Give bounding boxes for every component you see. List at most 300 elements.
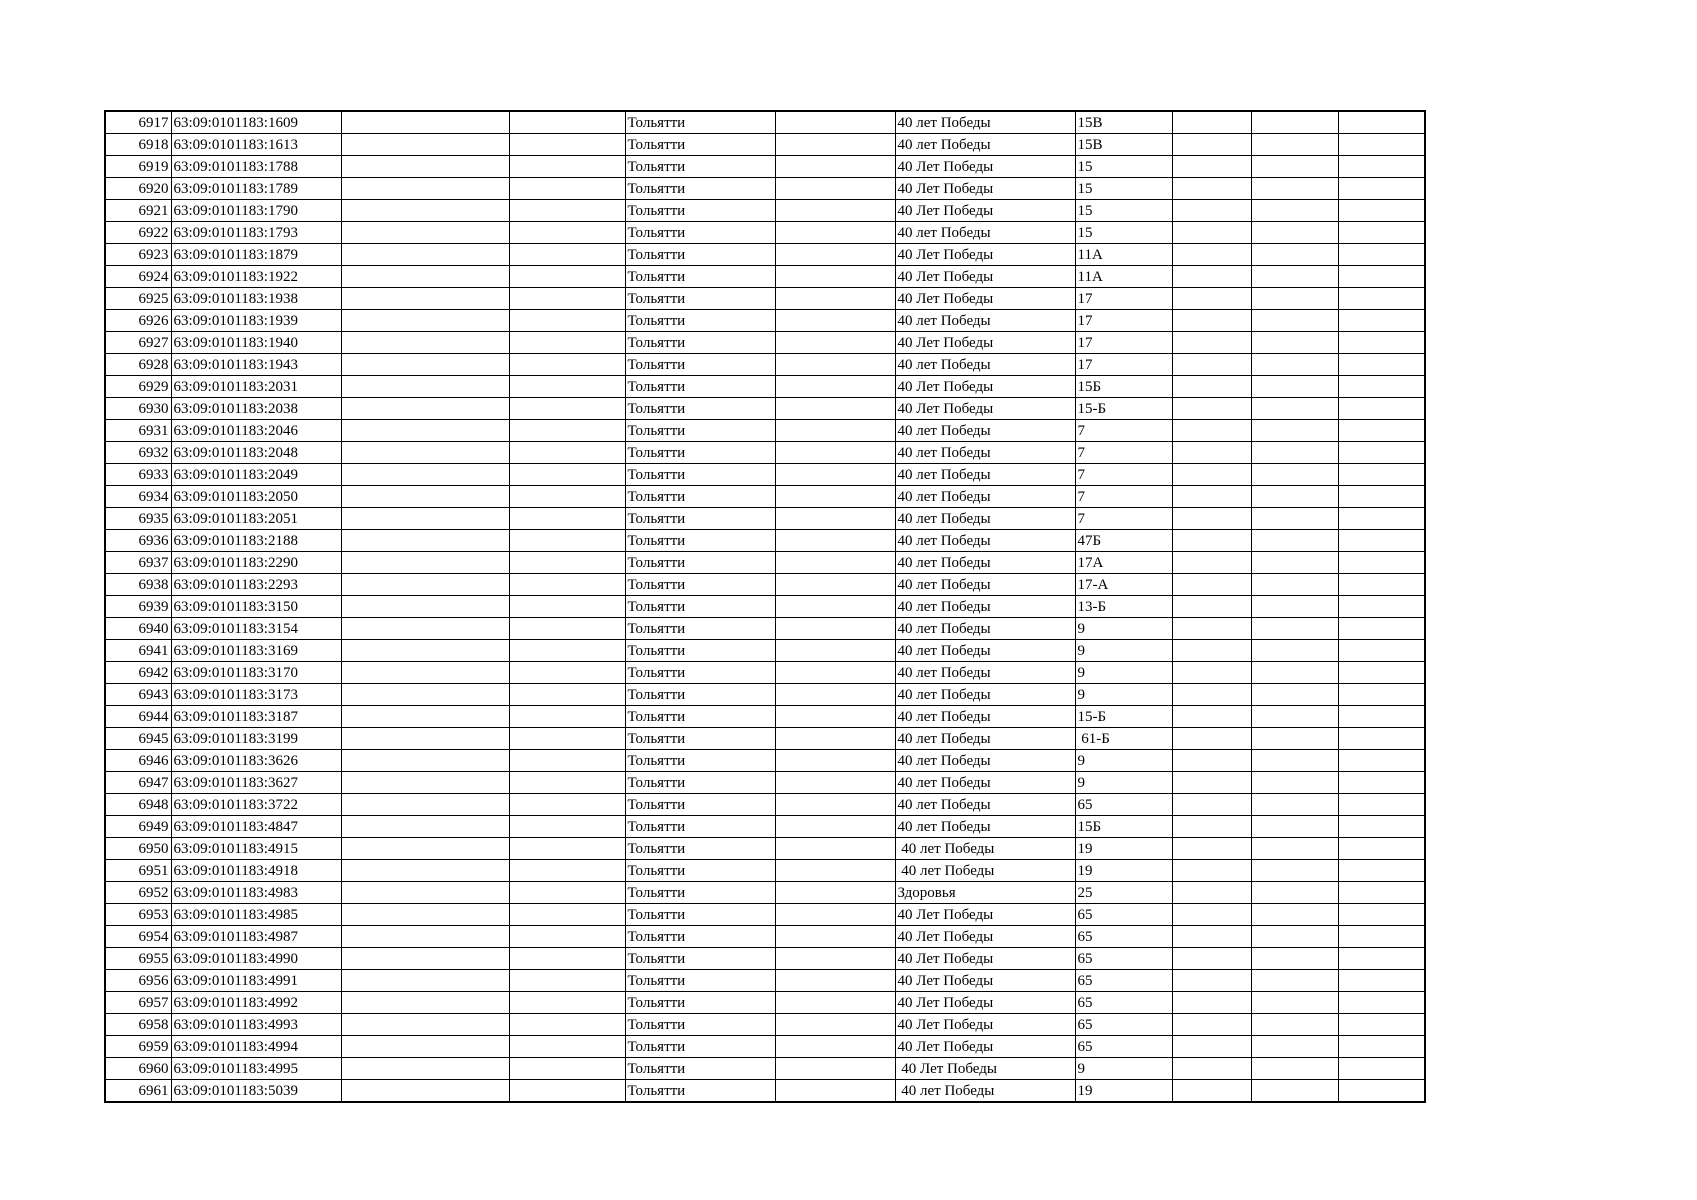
row-number-cell: 6929	[105, 376, 171, 398]
city-cell: Тольятти	[625, 111, 775, 134]
table-row	[105, 398, 1425, 420]
empty-cell	[341, 618, 509, 640]
empty-cell	[1251, 1036, 1338, 1058]
empty-cell	[341, 508, 509, 530]
empty-cell	[1172, 706, 1251, 728]
city-cell: Тольятти	[625, 354, 775, 376]
street-cell: 40 Лет Победы	[895, 1058, 1075, 1080]
street-cell: 40 лет Победы	[895, 420, 1075, 442]
empty-cell	[1251, 794, 1338, 816]
city-cell: Тольятти	[625, 640, 775, 662]
house-number-cell: 9	[1075, 640, 1172, 662]
empty-cell	[341, 200, 509, 222]
empty-cell	[1338, 486, 1425, 508]
empty-cell	[1172, 970, 1251, 992]
empty-cell	[341, 178, 509, 200]
empty-cell	[1172, 178, 1251, 200]
house-number-cell: 65	[1075, 904, 1172, 926]
row-number-cell: 6936	[105, 530, 171, 552]
street-cell: 40 Лет Победы	[895, 200, 1075, 222]
city-cell: Тольятти	[625, 970, 775, 992]
empty-cell	[1251, 948, 1338, 970]
registry-sheet	[104, 110, 1426, 1103]
cadastral-number-cell: 63:09:0101183:3722	[171, 794, 341, 816]
city-cell: Тольятти	[625, 222, 775, 244]
cadastral-number-cell: 63:09:0101183:4987	[171, 926, 341, 948]
empty-cell	[509, 442, 625, 464]
empty-cell	[1338, 992, 1425, 1014]
empty-cell	[1338, 728, 1425, 750]
empty-cell	[509, 1036, 625, 1058]
cadastral-number-cell: 63:09:0101183:1943	[171, 354, 341, 376]
street-cell: 40 Лет Победы	[895, 244, 1075, 266]
empty-cell	[775, 794, 895, 816]
table-row	[105, 618, 1425, 640]
empty-cell	[509, 662, 625, 684]
street-cell: 40 Лет Победы	[895, 948, 1075, 970]
empty-cell	[1338, 222, 1425, 244]
empty-cell	[509, 244, 625, 266]
empty-cell	[1251, 111, 1338, 134]
empty-cell	[341, 222, 509, 244]
empty-cell	[1172, 530, 1251, 552]
empty-cell	[1338, 376, 1425, 398]
empty-cell	[509, 684, 625, 706]
city-cell: Тольятти	[625, 882, 775, 904]
empty-cell	[509, 948, 625, 970]
empty-cell	[1251, 882, 1338, 904]
cadastral-number-cell: 63:09:0101183:4847	[171, 816, 341, 838]
row-number-cell: 6934	[105, 486, 171, 508]
row-number-cell: 6960	[105, 1058, 171, 1080]
empty-cell	[509, 992, 625, 1014]
row-number-cell: 6928	[105, 354, 171, 376]
empty-cell	[1251, 662, 1338, 684]
street-cell: 40 лет Победы	[895, 111, 1075, 134]
house-number-cell: 17	[1075, 354, 1172, 376]
empty-cell	[1338, 200, 1425, 222]
registry-body	[105, 111, 1425, 1102]
empty-cell	[1338, 948, 1425, 970]
empty-cell	[1172, 728, 1251, 750]
empty-cell	[1338, 134, 1425, 156]
row-number-cell: 6952	[105, 882, 171, 904]
empty-cell	[1251, 266, 1338, 288]
table-row	[105, 464, 1425, 486]
empty-cell	[1338, 464, 1425, 486]
table-row	[105, 772, 1425, 794]
empty-cell	[775, 200, 895, 222]
cadastral-number-cell: 63:09:0101183:1788	[171, 156, 341, 178]
empty-cell	[775, 596, 895, 618]
empty-cell	[1172, 1058, 1251, 1080]
empty-cell	[509, 508, 625, 530]
table-row	[105, 882, 1425, 904]
row-number-cell: 6922	[105, 222, 171, 244]
empty-cell	[775, 156, 895, 178]
cadastral-number-cell: 63:09:0101183:4985	[171, 904, 341, 926]
city-cell: Тольятти	[625, 794, 775, 816]
house-number-cell: 65	[1075, 1014, 1172, 1036]
street-cell: 40 лет Победы	[895, 552, 1075, 574]
empty-cell	[1338, 156, 1425, 178]
empty-cell	[1251, 244, 1338, 266]
house-number-cell: 15-Б	[1075, 398, 1172, 420]
empty-cell	[341, 684, 509, 706]
empty-cell	[1251, 222, 1338, 244]
row-number-cell: 6958	[105, 1014, 171, 1036]
city-cell: Тольятти	[625, 134, 775, 156]
empty-cell	[1338, 706, 1425, 728]
city-cell: Тольятти	[625, 926, 775, 948]
empty-cell	[509, 266, 625, 288]
empty-cell	[775, 1014, 895, 1036]
row-number-cell: 6956	[105, 970, 171, 992]
empty-cell	[341, 904, 509, 926]
row-number-cell: 6919	[105, 156, 171, 178]
city-cell: Тольятти	[625, 486, 775, 508]
empty-cell	[1251, 926, 1338, 948]
empty-cell	[341, 1080, 509, 1103]
empty-cell	[1251, 970, 1338, 992]
empty-cell	[1172, 1014, 1251, 1036]
empty-cell	[341, 706, 509, 728]
empty-cell	[341, 926, 509, 948]
table-row	[105, 926, 1425, 948]
empty-cell	[341, 1014, 509, 1036]
empty-cell	[1251, 332, 1338, 354]
house-number-cell: 11А	[1075, 244, 1172, 266]
empty-cell	[1338, 288, 1425, 310]
table-row	[105, 552, 1425, 574]
property-registry-table	[104, 110, 1426, 1103]
empty-cell	[1172, 134, 1251, 156]
street-cell: 40 лет Победы	[895, 1080, 1075, 1103]
table-row	[105, 992, 1425, 1014]
city-cell: Тольятти	[625, 772, 775, 794]
empty-cell	[509, 904, 625, 926]
empty-cell	[1172, 1080, 1251, 1103]
table-row	[105, 244, 1425, 266]
empty-cell	[1172, 508, 1251, 530]
empty-cell	[1172, 398, 1251, 420]
cadastral-number-cell: 63:09:0101183:3169	[171, 640, 341, 662]
house-number-cell: 9	[1075, 1058, 1172, 1080]
row-number-cell: 6921	[105, 200, 171, 222]
empty-cell	[341, 948, 509, 970]
empty-cell	[1338, 332, 1425, 354]
table-row	[105, 794, 1425, 816]
empty-cell	[1172, 904, 1251, 926]
city-cell: Тольятти	[625, 574, 775, 596]
empty-cell	[341, 420, 509, 442]
house-number-cell: 15	[1075, 178, 1172, 200]
table-row	[105, 640, 1425, 662]
city-cell: Тольятти	[625, 266, 775, 288]
empty-cell	[509, 178, 625, 200]
city-cell: Тольятти	[625, 1036, 775, 1058]
house-number-cell: 17А	[1075, 552, 1172, 574]
row-number-cell: 6948	[105, 794, 171, 816]
row-number-cell: 6930	[105, 398, 171, 420]
table-row	[105, 1058, 1425, 1080]
empty-cell	[1338, 398, 1425, 420]
empty-cell	[1172, 662, 1251, 684]
row-number-cell: 6933	[105, 464, 171, 486]
empty-cell	[1251, 288, 1338, 310]
street-cell: 40 Лет Победы	[895, 332, 1075, 354]
empty-cell	[1172, 794, 1251, 816]
empty-cell	[509, 376, 625, 398]
empty-cell	[509, 640, 625, 662]
empty-cell	[341, 134, 509, 156]
house-number-cell: 15	[1075, 156, 1172, 178]
empty-cell	[1251, 442, 1338, 464]
empty-cell	[509, 200, 625, 222]
table-row	[105, 838, 1425, 860]
empty-cell	[775, 750, 895, 772]
empty-cell	[1251, 640, 1338, 662]
street-cell: 40 лет Победы	[895, 486, 1075, 508]
table-row	[105, 684, 1425, 706]
empty-cell	[341, 244, 509, 266]
cadastral-number-cell: 63:09:0101183:4918	[171, 860, 341, 882]
table-row	[105, 574, 1425, 596]
street-cell: 40 Лет Победы	[895, 376, 1075, 398]
empty-cell	[509, 970, 625, 992]
city-cell: Тольятти	[625, 750, 775, 772]
empty-cell	[1338, 310, 1425, 332]
empty-cell	[341, 574, 509, 596]
empty-cell	[1251, 618, 1338, 640]
empty-cell	[775, 442, 895, 464]
empty-cell	[1172, 926, 1251, 948]
house-number-cell: 7	[1075, 442, 1172, 464]
empty-cell	[1172, 200, 1251, 222]
table-row	[105, 1036, 1425, 1058]
city-cell: Тольятти	[625, 288, 775, 310]
empty-cell	[1172, 860, 1251, 882]
street-cell: 40 Лет Победы	[895, 156, 1075, 178]
cadastral-number-cell: 63:09:0101183:2031	[171, 376, 341, 398]
row-number-cell: 6931	[105, 420, 171, 442]
row-number-cell: 6951	[105, 860, 171, 882]
cadastral-number-cell: 63:09:0101183:2051	[171, 508, 341, 530]
empty-cell	[1251, 200, 1338, 222]
empty-cell	[775, 860, 895, 882]
table-row	[105, 288, 1425, 310]
empty-cell	[341, 486, 509, 508]
empty-cell	[1338, 1014, 1425, 1036]
street-cell: 40 лет Победы	[895, 838, 1075, 860]
house-number-cell: 7	[1075, 486, 1172, 508]
street-cell: 40 лет Победы	[895, 310, 1075, 332]
empty-cell	[1251, 508, 1338, 530]
city-cell: Тольятти	[625, 310, 775, 332]
empty-cell	[1172, 948, 1251, 970]
empty-cell	[509, 486, 625, 508]
empty-cell	[1338, 750, 1425, 772]
empty-cell	[1338, 530, 1425, 552]
cadastral-number-cell: 63:09:0101183:1609	[171, 111, 341, 134]
table-row	[105, 750, 1425, 772]
empty-cell	[1172, 442, 1251, 464]
city-cell: Тольятти	[625, 420, 775, 442]
empty-cell	[509, 156, 625, 178]
street-cell: 40 Лет Победы	[895, 178, 1075, 200]
city-cell: Тольятти	[625, 1058, 775, 1080]
empty-cell	[1251, 728, 1338, 750]
row-number-cell: 6938	[105, 574, 171, 596]
table-row	[105, 596, 1425, 618]
cadastral-number-cell: 63:09:0101183:1922	[171, 266, 341, 288]
cadastral-number-cell: 63:09:0101183:2048	[171, 442, 341, 464]
street-cell: 40 лет Победы	[895, 134, 1075, 156]
empty-cell	[509, 420, 625, 442]
empty-cell	[1251, 420, 1338, 442]
empty-cell	[341, 772, 509, 794]
empty-cell	[341, 354, 509, 376]
city-cell: Тольятти	[625, 860, 775, 882]
cadastral-number-cell: 63:09:0101183:3170	[171, 662, 341, 684]
cadastral-number-cell: 63:09:0101183:4991	[171, 970, 341, 992]
empty-cell	[341, 1058, 509, 1080]
empty-cell	[341, 288, 509, 310]
street-cell: 40 лет Победы	[895, 684, 1075, 706]
row-number-cell: 6918	[105, 134, 171, 156]
street-cell: 40 лет Победы	[895, 530, 1075, 552]
city-cell: Тольятти	[625, 200, 775, 222]
table-row	[105, 332, 1425, 354]
empty-cell	[341, 530, 509, 552]
table-row	[105, 200, 1425, 222]
empty-cell	[1172, 332, 1251, 354]
empty-cell	[1172, 244, 1251, 266]
empty-cell	[341, 750, 509, 772]
house-number-cell: 65	[1075, 992, 1172, 1014]
empty-cell	[775, 992, 895, 1014]
city-cell: Тольятти	[625, 508, 775, 530]
street-cell: 40 лет Победы	[895, 464, 1075, 486]
house-number-cell: 65	[1075, 794, 1172, 816]
empty-cell	[1172, 288, 1251, 310]
empty-cell	[509, 838, 625, 860]
empty-cell	[509, 882, 625, 904]
table-row	[105, 860, 1425, 882]
empty-cell	[775, 310, 895, 332]
city-cell: Тольятти	[625, 244, 775, 266]
city-cell: Тольятти	[625, 596, 775, 618]
empty-cell	[341, 376, 509, 398]
empty-cell	[1338, 618, 1425, 640]
empty-cell	[341, 970, 509, 992]
house-number-cell: 11А	[1075, 266, 1172, 288]
house-number-cell: 7	[1075, 464, 1172, 486]
empty-cell	[1251, 904, 1338, 926]
row-number-cell: 6942	[105, 662, 171, 684]
empty-cell	[775, 838, 895, 860]
empty-cell	[1251, 860, 1338, 882]
row-number-cell: 6925	[105, 288, 171, 310]
empty-cell	[1251, 1080, 1338, 1103]
row-number-cell: 6954	[105, 926, 171, 948]
empty-cell	[341, 442, 509, 464]
empty-cell	[775, 574, 895, 596]
table-row	[105, 508, 1425, 530]
row-number-cell: 6937	[105, 552, 171, 574]
empty-cell	[1251, 596, 1338, 618]
cadastral-number-cell: 63:09:0101183:2046	[171, 420, 341, 442]
table-row	[105, 948, 1425, 970]
empty-cell	[1251, 838, 1338, 860]
empty-cell	[1338, 596, 1425, 618]
cadastral-number-cell: 63:09:0101183:4915	[171, 838, 341, 860]
table-row	[105, 662, 1425, 684]
street-cell: 40 Лет Победы	[895, 288, 1075, 310]
row-number-cell: 6955	[105, 948, 171, 970]
empty-cell	[1338, 574, 1425, 596]
empty-cell	[509, 618, 625, 640]
cadastral-number-cell: 63:09:0101183:3626	[171, 750, 341, 772]
empty-cell	[775, 332, 895, 354]
empty-cell	[775, 266, 895, 288]
row-number-cell: 6946	[105, 750, 171, 772]
street-cell: 40 лет Победы	[895, 222, 1075, 244]
empty-cell	[341, 464, 509, 486]
street-cell: 40 лет Победы	[895, 662, 1075, 684]
house-number-cell: 19	[1075, 1080, 1172, 1103]
empty-cell	[509, 111, 625, 134]
empty-cell	[775, 244, 895, 266]
row-number-cell: 6932	[105, 442, 171, 464]
house-number-cell: 9	[1075, 662, 1172, 684]
city-cell: Тольятти	[625, 838, 775, 860]
street-cell: 40 Лет Победы	[895, 904, 1075, 926]
empty-cell	[509, 332, 625, 354]
cadastral-number-cell: 63:09:0101183:1790	[171, 200, 341, 222]
empty-cell	[775, 662, 895, 684]
street-cell: 40 лет Победы	[895, 794, 1075, 816]
table-row	[105, 178, 1425, 200]
empty-cell	[775, 816, 895, 838]
empty-cell	[341, 310, 509, 332]
cadastral-number-cell: 63:09:0101183:1938	[171, 288, 341, 310]
empty-cell	[509, 794, 625, 816]
street-cell: 40 лет Победы	[895, 706, 1075, 728]
empty-cell	[1172, 266, 1251, 288]
empty-cell	[1251, 1058, 1338, 1080]
empty-cell	[341, 816, 509, 838]
table-row	[105, 904, 1425, 926]
empty-cell	[509, 1080, 625, 1103]
row-number-cell: 6924	[105, 266, 171, 288]
empty-cell	[775, 354, 895, 376]
house-number-cell: 13-Б	[1075, 596, 1172, 618]
empty-cell	[1338, 420, 1425, 442]
empty-cell	[1172, 684, 1251, 706]
house-number-cell: 7	[1075, 420, 1172, 442]
empty-cell	[509, 728, 625, 750]
empty-cell	[509, 574, 625, 596]
cadastral-number-cell: 63:09:0101183:4990	[171, 948, 341, 970]
empty-cell	[1338, 178, 1425, 200]
empty-cell	[509, 706, 625, 728]
row-number-cell: 6920	[105, 178, 171, 200]
empty-cell	[509, 1058, 625, 1080]
house-number-cell: 15В	[1075, 134, 1172, 156]
street-cell: 40 лет Победы	[895, 772, 1075, 794]
street-cell: 40 лет Победы	[895, 442, 1075, 464]
